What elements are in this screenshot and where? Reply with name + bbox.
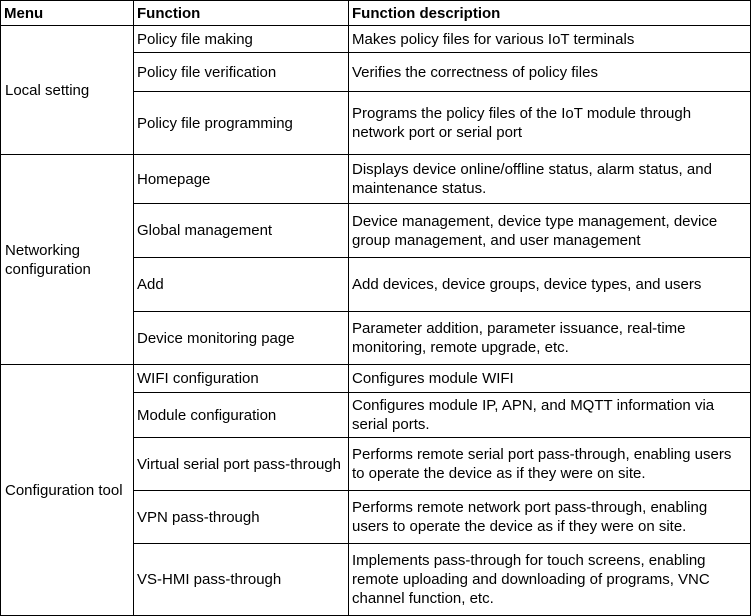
function-cell: Policy file verification: [134, 53, 349, 92]
table-row: [1, 155, 751, 204]
header-menu: Menu: [1, 1, 134, 26]
description-cell: Programs the policy files of the IoT module through network port or serial port: [349, 92, 751, 155]
function-cell: Policy file making: [134, 26, 349, 53]
header-function: Function: [134, 1, 349, 26]
description-cell: Makes policy files for various IoT terminals: [349, 26, 751, 53]
description-cell: Performs remote serial port pass-through, enabling users to operate the device as if they were on site.: [349, 438, 751, 491]
table-row: [1, 365, 751, 393]
function-cell: Module configuration: [134, 393, 349, 438]
function-cell: Add: [134, 258, 349, 312]
description-cell: Parameter addition, parameter issuance, real-time monitoring, remote upgrade, etc.: [349, 312, 751, 365]
function-cell: Device monitoring page: [134, 312, 349, 365]
function-cell: Global management: [134, 204, 349, 258]
table-row: [1, 26, 751, 53]
description-cell: Device management, device type management, device group management, and user management: [349, 204, 751, 258]
description-cell: Configures module WIFI: [349, 365, 751, 393]
description-cell: Displays device online/offline status, alarm status, and maintenance status.: [349, 155, 751, 204]
description-cell: Add devices, device groups, device types, and users: [349, 258, 751, 312]
description-cell: Performs remote network port pass-through, enabling users to operate the device as if they were on site.: [349, 491, 751, 544]
function-cell: Homepage: [134, 155, 349, 204]
header-function-description: Function description: [349, 1, 751, 26]
function-cell: Virtual serial port pass-through: [134, 438, 349, 491]
description-cell: Verifies the correctness of policy files: [349, 53, 751, 92]
menu-cell-configuration-tool: Configuration tool: [1, 365, 134, 616]
description-cell: Configures module IP, APN, and MQTT information via serial ports.: [349, 393, 751, 438]
description-cell: Implements pass-through for touch screens, enabling remote uploading and downloading of programs, VNC channel function, etc.: [349, 544, 751, 616]
function-cell: Policy file programming: [134, 92, 349, 155]
menu-cell-local-setting: Local setting: [1, 26, 134, 155]
function-cell: VS-HMI pass-through: [134, 544, 349, 616]
header-row: [1, 1, 751, 26]
function-cell: WIFI configuration: [134, 365, 349, 393]
function-cell: VPN pass-through: [134, 491, 349, 544]
menu-cell-networking-configuration: Networking configuration: [1, 155, 134, 365]
